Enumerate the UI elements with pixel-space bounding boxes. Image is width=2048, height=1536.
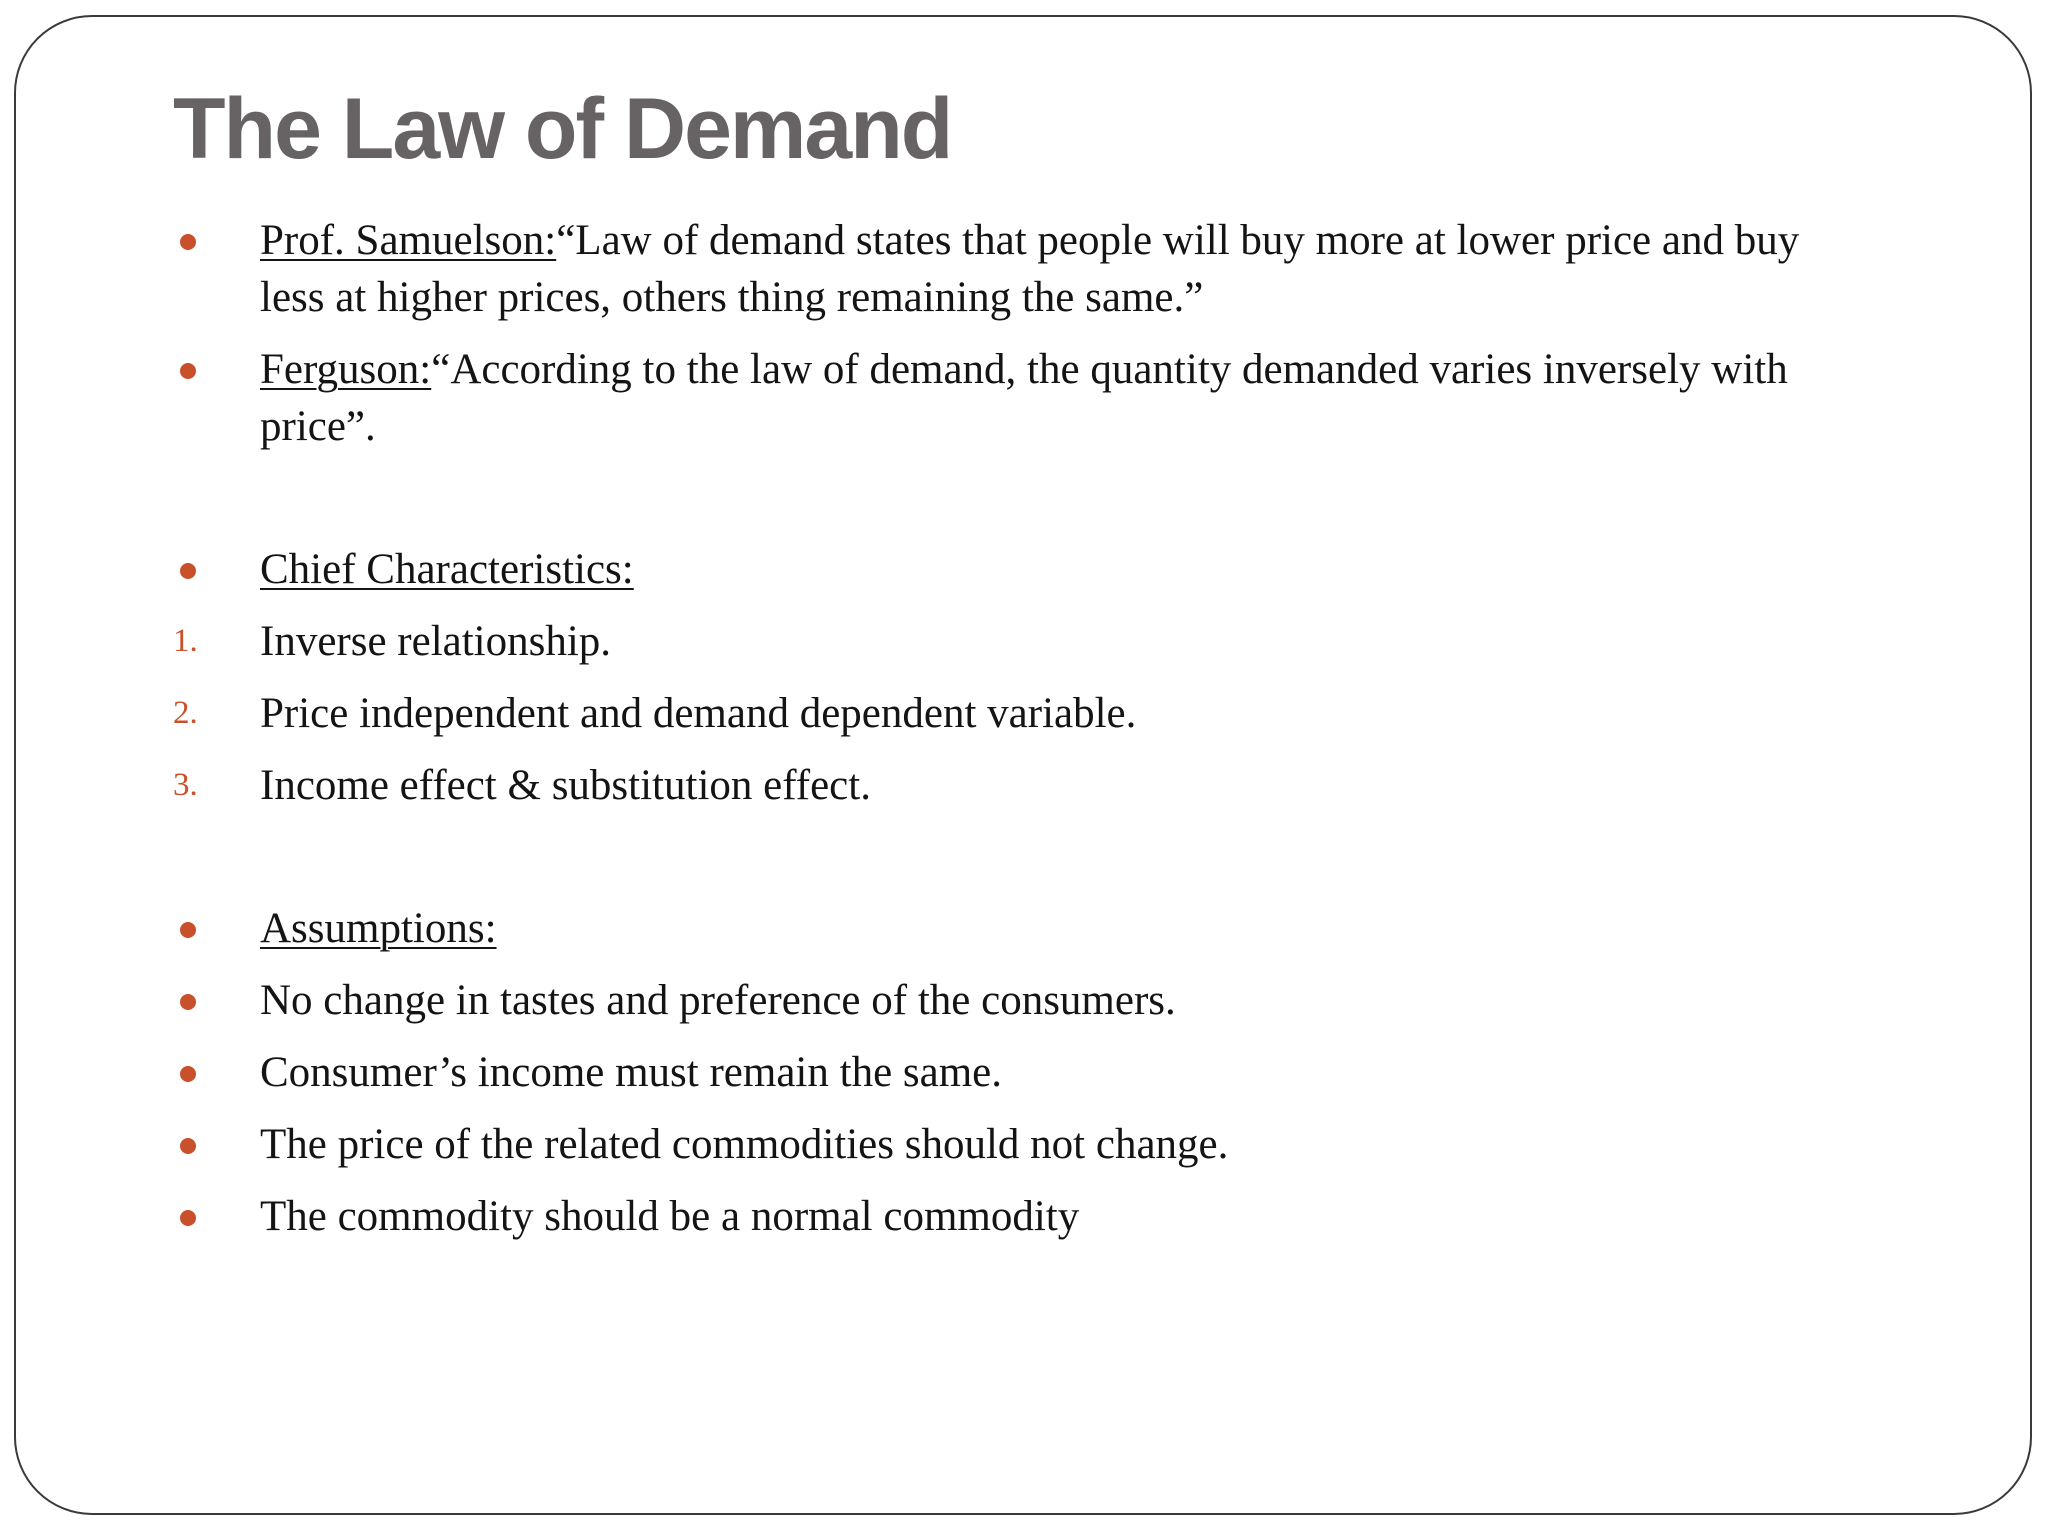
characteristic-text: Inverse relationship. [260, 618, 612, 665]
characteristic-text: Income effect & substitution effect. [260, 762, 871, 809]
definition-samuelson [173, 212, 1873, 326]
section-heading: Assumptions: [260, 905, 497, 952]
characteristic-item [173, 613, 1873, 670]
section-heading: Chief Characteristics: [260, 546, 634, 593]
characteristics-heading [173, 541, 1873, 598]
slide-title: The Law of Demand [173, 81, 952, 177]
assumption-item [173, 1116, 1873, 1173]
definition-author: Prof. Samuelson: [260, 217, 557, 264]
assumption-item [173, 1044, 1873, 1101]
definition-quote: “Law of demand states that people will buy more at lower price and buy less at higher prices, others thing remaining the same.” [260, 217, 1800, 321]
characteristic-text: Price independent and demand dependent variable. [260, 690, 1137, 737]
assumption-text: The commodity should be a normal commodity [260, 1193, 1080, 1240]
assumption-item [173, 972, 1873, 1029]
assumptions-heading [173, 900, 1873, 957]
list-number: 2. [173, 695, 198, 731]
assumption-text: Consumer’s income must remain the same. [260, 1049, 1003, 1096]
assumption-item [173, 1188, 1873, 1245]
assumption-text: The price of the related commodities should not change. [260, 1121, 1229, 1168]
definition-quote: “According to the law of demand, the quantity demanded varies inversely with price”. [260, 346, 1788, 450]
slide-content [173, 212, 1873, 1245]
definition-author: Ferguson: [260, 346, 432, 393]
list-number: 3. [173, 767, 198, 803]
list-number: 1. [173, 623, 198, 659]
characteristic-item [173, 757, 1873, 814]
definition-ferguson [173, 341, 1873, 455]
assumption-text: No change in tastes and preference of the consumers. [260, 977, 1176, 1024]
characteristic-item [173, 685, 1873, 742]
